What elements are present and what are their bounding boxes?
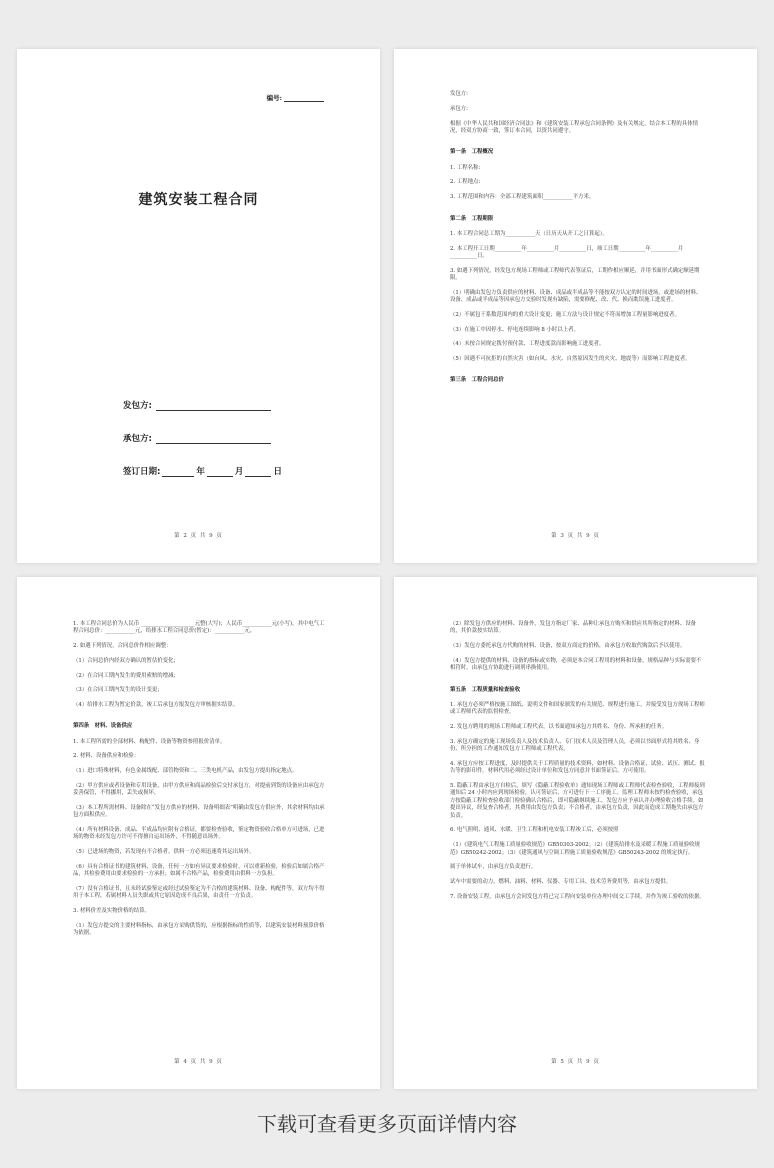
year-blank bbox=[162, 468, 194, 477]
paragraph: 试车中需要的动力、燃料、油料、材料、仪器、专用工具、技术劳务费用等，由承包方提供。 bbox=[450, 878, 672, 885]
section-heading: 第五条 工程质量和检查验收 bbox=[450, 686, 521, 693]
section-heading: 第二条 工程期限 bbox=[450, 215, 494, 222]
paragraph: 5. 隐蔽工程由承包方自检后，填写《隐蔽工程验收单》通知现场工程师或工程师代表检查验收，工程师接到通知后 24 小时内应到现场检验，认可签证后，方可进行下一工序施工。监理工程师未按约检查验收，承包方按隐蔽工程检查验收部门检验确认合格后，即可隐蔽继续施工，发包方应予承认并办理验收合格手续。如提出异议，经复查合格者，其费用由发包方负责；不合格者，由承包方负责，因此而造成工期拖失由承包方负责。 bbox=[450, 783, 705, 819]
paragraph: （1）合同总价内经双方确认的暂估价变化； bbox=[73, 657, 179, 664]
contract-number-label: 编号: bbox=[266, 94, 282, 102]
page-number: 第 4 页 共 9 页 bbox=[174, 1059, 223, 1065]
document-page-4 bbox=[17, 577, 380, 1089]
page-body-text bbox=[73, 621, 328, 945]
paragraph: （2）除发包方供应的材料、设备外，发包方指定厂家、品种让承包方购买和供应其所指定的材料、设备的，其价款按实结算。 bbox=[450, 621, 697, 635]
paragraph: 属于单体试车，由承包方负责进行。 bbox=[450, 864, 537, 871]
party-b-label: 承包方: bbox=[123, 434, 152, 444]
paragraph: （2）在合同工期内发生的费用索赔的增减； bbox=[73, 672, 179, 679]
paragraph: 2. 工程地点: bbox=[450, 179, 481, 186]
document-page-5 bbox=[394, 577, 757, 1089]
document-page-cover bbox=[17, 49, 380, 563]
paragraph: （3）发包方委托承包方代购的材料、设备，按双方商定的价格，由承包方收取代购款后予以使用。 bbox=[450, 643, 686, 650]
contract-number-field bbox=[267, 93, 324, 102]
paragraph: （4）发包方提供的材料、设备的指标或实物，必须是本合同工程用的材料和设备，规格品种与实际需要不相符时，由承包方协助进行调剂串换使用。 bbox=[450, 657, 702, 672]
paragraph: （1）明确由发包方负责供应的材料、设备、成品或半成品等不能按双方认定的时间进场，或进场的材料、设备、成品或半成品等因承包方交验时发现有缺陷，需要修配、改、代、换而耽误施工进度者。 bbox=[450, 289, 702, 304]
page-body-text bbox=[450, 91, 705, 393]
paragraph: （3）在合同工期内发生的设计变更； bbox=[73, 687, 163, 694]
sign-date-field bbox=[123, 465, 282, 477]
party-a-label: 发包方: bbox=[123, 401, 152, 411]
party-a-blank bbox=[156, 402, 271, 411]
day-blank bbox=[245, 468, 271, 477]
paragraph: 3. 工程范围和内容：全部工程建筑面积___________平方米。 bbox=[450, 194, 595, 201]
page-number: 第 3 页 共 9 页 bbox=[551, 533, 600, 539]
contract-title: 建筑安装工程合同 bbox=[138, 192, 259, 208]
paragraph: 2. 本工程开工日期__________年__________月__________日，竣工日期__________年__________月__________日。 bbox=[450, 245, 684, 260]
paragraph: 2. 材料、设备供应和检验： bbox=[73, 753, 140, 760]
paragraph: 1. 本工程合同总价为人民币 ____________________元整(大写)；人民币___________元(小写)，其中电气工程合同总价：___________元，给排水工程合同总价(暂定)：___________元。 bbox=[73, 621, 325, 635]
month-label: 月 bbox=[234, 467, 244, 477]
party-b-field bbox=[123, 432, 271, 444]
paragraph: 2. 发包方聘用的现场工程师或工程代表，以书面通知承包方其姓名、身份、所承担的任务。 bbox=[450, 724, 668, 731]
download-more-caption: 下载可查看更多页面详情内容 bbox=[257, 1112, 517, 1136]
paragraph: （1）发包方提交的主要材料指标，由承包方采购供货的，应根据指标的性质等，以建筑安装材料预算价格为依据。 bbox=[73, 922, 325, 937]
paragraph: 根据《中华人民共和国经济合同法》和《建筑安装工程承包合同条例》及有关规定，结合本工程的具体情况，经双方协商一致，签订本合同，以资共同遵守。 bbox=[450, 120, 698, 134]
paragraph: （7）没有合格证书，且未经试验鉴定或经过试验鉴定为不合格的建筑材料、设备、构配件等，双方均不得用于本工程，若属材料人员失职或其它原因造成不良后果，由责任一方负责。 bbox=[73, 885, 325, 900]
paragraph: 3. 如遇下列情况，经发包方现场工程师或工程师代表签证后，工期作相应顺延，并用书面形式确定顺延期限。 bbox=[450, 267, 700, 282]
paragraph: 1. 本工程所需的全部材料、构配件、设备等物资参照报价清单。 bbox=[73, 738, 226, 745]
paragraph: （3）在施工中因停水、停电连续影响 8 小时以上者。 bbox=[450, 326, 579, 333]
paragraph: （2）不属包干系数范围内的重大设计变更；施工方法与设计规定不符而增加工程量影响进度者。 bbox=[450, 311, 680, 318]
document-page-3 bbox=[394, 49, 757, 563]
paragraph: （1）进口特殊材料，有色金属线配、部管物资和二、三类电机产品，由发包方提出指定地点。 bbox=[73, 768, 298, 775]
paragraph: 1. 工程名称: bbox=[450, 164, 481, 171]
paragraph: 承包方: bbox=[450, 105, 468, 112]
page-body-text bbox=[450, 621, 705, 908]
year-label: 年 bbox=[196, 467, 205, 477]
party-b-blank bbox=[156, 435, 271, 444]
paragraph: 6. 电气照明、通风、水暖、卫生工程和机电安装工程竣工后，必须按照 bbox=[450, 827, 619, 834]
party-a-field bbox=[123, 399, 271, 411]
sign-date-label: 签订日期: bbox=[123, 467, 161, 477]
page-number: 第 2 页 共 9 页 bbox=[174, 533, 223, 539]
section-heading: 第四条 材料、设备供应 bbox=[73, 723, 133, 730]
paragraph: 3. 承包方确定的施工现场负责人及技术负责人、专门技术人员及管理人员，必须以书面形式将其姓名、身份、所分担的工作通知发包方工程师或工程代表。 bbox=[450, 738, 700, 753]
paragraph: （2）甲方供应或者设备和专用设备，由甲方供应和商品检验后交付承包方，对提前到货的设备应由承包方妥善保管，不得挪用，丢失或损坏。 bbox=[73, 782, 325, 797]
day-label: 日 bbox=[273, 467, 282, 477]
paragraph: 2. 如遇下列情况，合同总价作相应调整： bbox=[73, 643, 172, 650]
paragraph: （3）本工程所需材料、设备除在“发包方供应的材料、设备明细表”明确由发包方供应外，其余材料均由承包方面积供应。 bbox=[73, 804, 325, 819]
paragraph: 发包方: bbox=[450, 91, 468, 97]
contract-number-blank bbox=[284, 95, 324, 102]
paragraph: （6）具有合格证书的建筑材料、设备，任何一方如有异议要求检验时，可以重新检验，检验后如属合格产品，其检验费用由要求检验的一方承担；如属不合格产品，检验费用由供料一方负担。 bbox=[73, 863, 325, 878]
section-heading: 第一条 工程概况 bbox=[450, 149, 494, 156]
paragraph: 7. 设备安装工程，由承包方会同发包方将已完工程向安装单位办理中间交工手续，并作为竣工验收的依据。 bbox=[450, 893, 705, 900]
month-blank bbox=[207, 468, 233, 477]
paragraph: （5）已进场的物资，若发现有不合格者，供料一方必须迅速将其运出场外。 bbox=[73, 849, 255, 856]
paragraph: 1. 本工程合同总工期为___________天（日历天从开工之日算起）。 bbox=[450, 230, 608, 237]
section-heading: 第三条 工程合同总价 bbox=[450, 377, 504, 384]
paragraph: （5）因遇不可抗拒的自然灾害（如台风、水灾、自然原因发生的火灾、地震等）而影响工程进度者。 bbox=[450, 356, 691, 363]
paragraph: （4）未按合同规定拨付预付款、工程进度款而影响施工进度者。 bbox=[450, 341, 605, 348]
paragraph: （4）给排水工程为暂定价款，竣工后承包方报发包方审核据实结算。 bbox=[73, 701, 239, 708]
page-number: 第 5 页 共 9 页 bbox=[551, 1059, 600, 1065]
paragraph: 1. 承包方必须严格按施工图纸、说明文件和国家颁发的有关规范、规程进行施工，并接受发包方现场工程师或工程师代表的监督检查。 bbox=[450, 702, 705, 716]
paragraph: 4. 承包方应按工程进度，及时提供关于工程质量的技术资料，如材料、设备合格证、试验、试压、测试、报告等的影印件。材料代用必须经过设计单位和发包方同意并书面签证后，方可使用。 bbox=[450, 760, 705, 775]
paragraph: 3. 材料价差及实物价格的结算。 bbox=[73, 908, 150, 915]
paragraph: （4）所有材料设备、成品、半成品均应附有合格证，都要检查验收，鉴定物资验收合格单方可进场，已进场的物资未经发包方许可不得擅自运出场外，不得随意出场外。 bbox=[73, 827, 325, 841]
paragraph: （1）《建筑电气工程施工质量验收规范》GB50303-2002；（2）《建筑给排水及采暖工程施工质量验收规范》GB50242-2002；（3）《建筑通风与空调工程施工质量验收规范》GB50243-2002 的规定执行。 bbox=[450, 842, 700, 856]
